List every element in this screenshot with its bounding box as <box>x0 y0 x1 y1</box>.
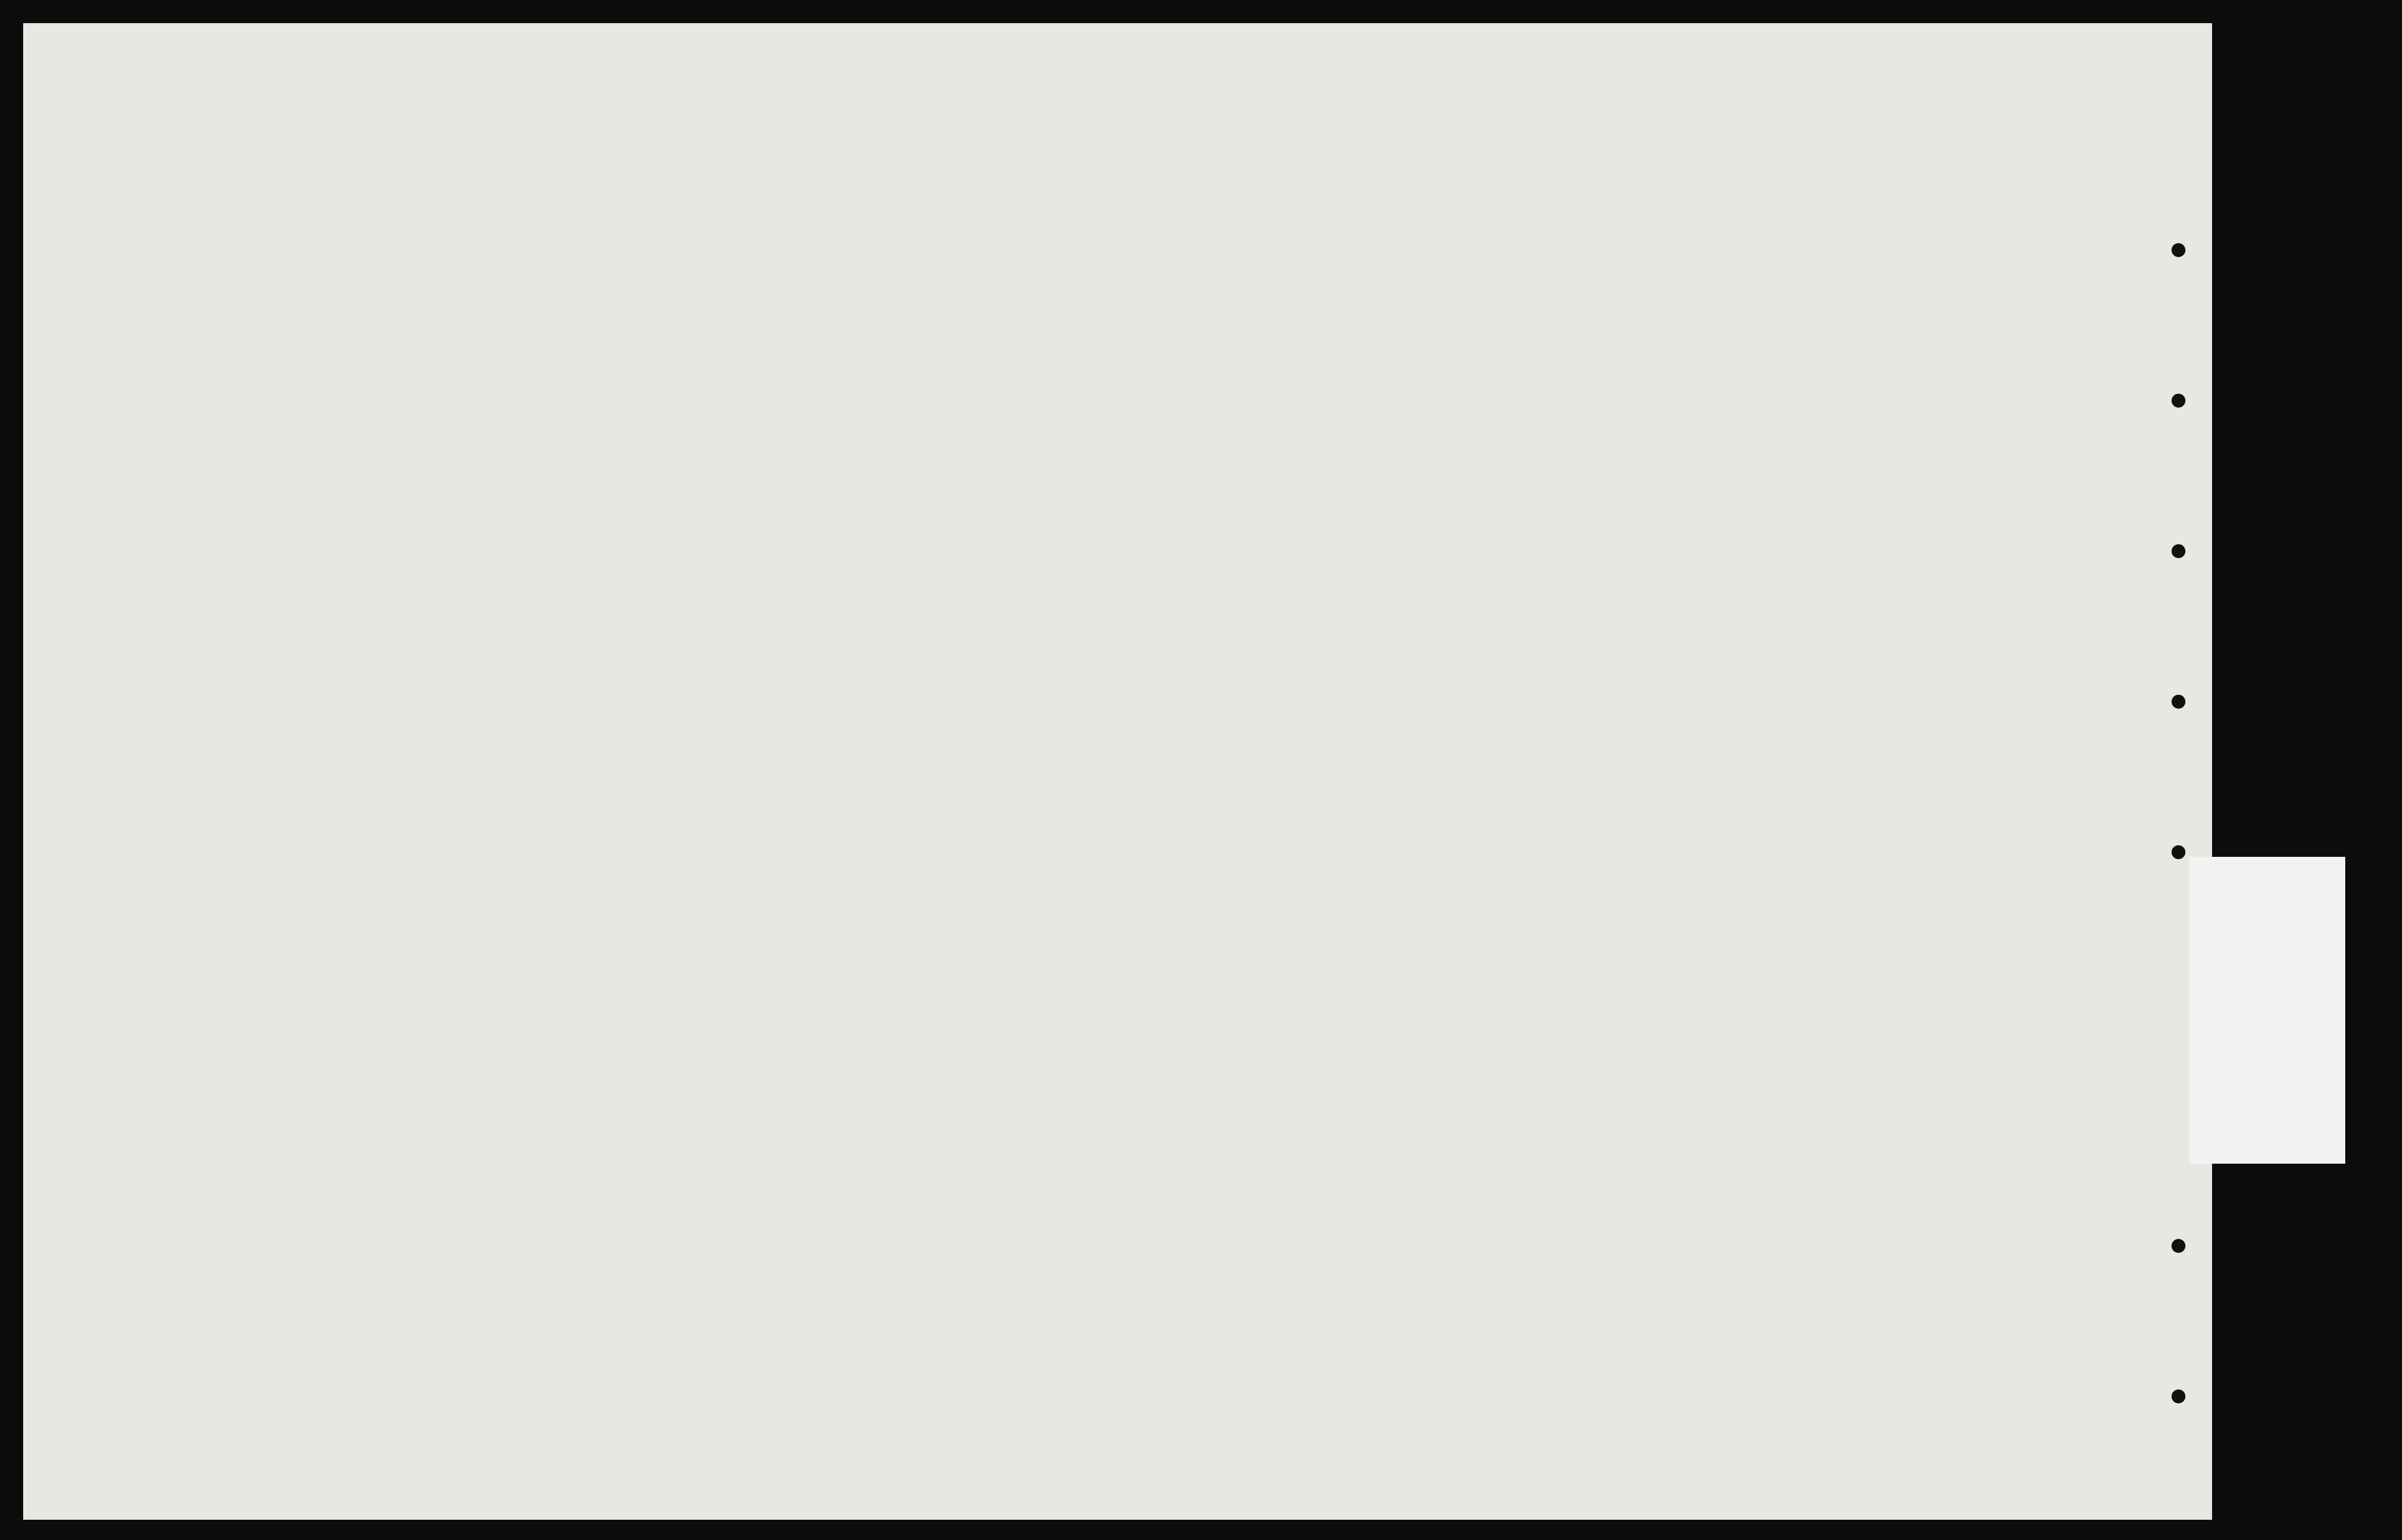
census-table <box>145 200 2177 1497</box>
census-sheet <box>23 23 2212 1520</box>
film-stamp <box>2189 857 2345 1164</box>
